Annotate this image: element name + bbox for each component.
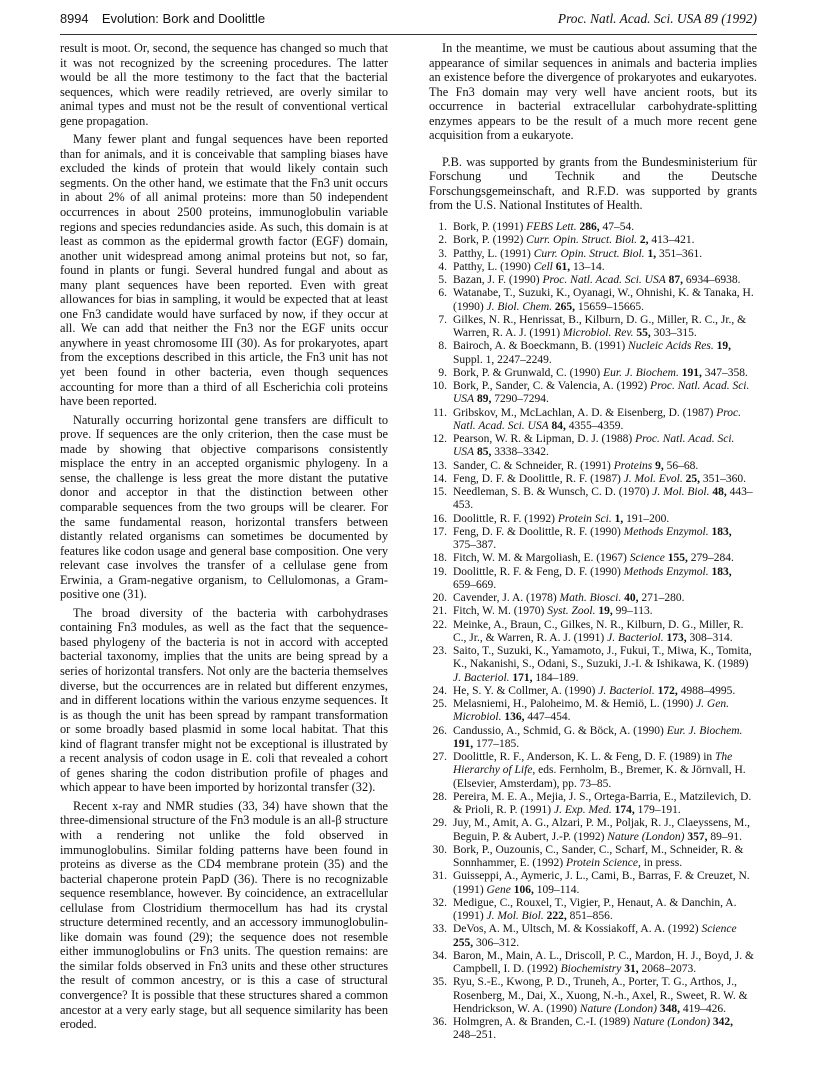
- reference-volume: 173,: [666, 631, 687, 644]
- reference-volume: 174,: [614, 804, 635, 817]
- reference-item: [429, 526, 757, 553]
- reference-journal: FEBS Lett.: [526, 221, 577, 234]
- paragraph: Naturally occurring horizontal gene transfers are difficult to prove. If sequences are the only criterion, then the case must be made by showing that objective comparisons consistently misplace the entry in an accepted organismic phylogeny. In a sense, the challenge is less great the more distant the putative donor and acceptor in that the distinction between other comparable sequences from the two groups will be clearer. For the same fundamental reason, horizontal transfers between distantly related organisms can sometimes be documented by features like codon usage and general base composition. One very relevant case involves the transfer of a cellulase gene from Erwinia, a Gram-negative organism, to Cellulomonas, a Gram-positive one (31).: [60, 412, 388, 602]
- reference-journal: Syst. Zool.: [547, 605, 596, 618]
- reference-volume: 183,: [711, 525, 732, 538]
- reference-pages: 15659–15665.: [577, 300, 645, 313]
- reference-pages: 99–113.: [615, 605, 653, 618]
- reference-journal: Gene: [486, 883, 511, 896]
- reference-journal: Proc. Natl. Acad. Sci. USA: [453, 406, 741, 432]
- reference-item: [429, 897, 757, 924]
- right-column: [429, 41, 757, 1043]
- reference-pages: 47–54.: [602, 221, 635, 234]
- reference-item: [429, 261, 757, 274]
- reference-volume: 172,: [657, 684, 678, 697]
- reference-authors: He, S. Y. & Collmer, A. (1990): [453, 684, 596, 697]
- reference-volume: 19,: [716, 340, 731, 353]
- reference-pages: 191–200.: [626, 512, 670, 525]
- reference-volume: 348,: [659, 1002, 681, 1015]
- reference-volume: 1,: [647, 247, 657, 260]
- reference-number: 1.: [438, 221, 447, 234]
- reference-number: 35.: [432, 976, 447, 989]
- reference-item: [429, 367, 757, 380]
- reference-volume: 85,: [476, 446, 492, 459]
- reference-item: [429, 791, 757, 818]
- reference-journal: Nature (London): [607, 830, 685, 843]
- reference-volume: 171,: [512, 671, 533, 684]
- reference-number: 11.: [433, 406, 447, 419]
- reference-volume: 1,: [614, 512, 624, 525]
- reference-journal: Biochemistry: [560, 963, 622, 976]
- reference-number: 5.: [438, 274, 447, 287]
- reference-authors: Cavender, J. A. (1978): [453, 592, 557, 605]
- page-header: [60, 8, 757, 30]
- paragraph: result is moot. Or, second, the sequence has changed so much that it was not recognized by the screening procedures. The latter would be all the more testimony to the fact that the bacterial sequences, which were readily retrieved, are overly similar to animal types and must not be the result of conventional vertical gene propagation.: [60, 41, 388, 128]
- reference-item: [429, 605, 757, 618]
- section-title: Evolution: Bork and Doolittle: [101, 11, 266, 26]
- reference-item: [429, 433, 757, 460]
- reference-number: 13.: [432, 459, 447, 472]
- reference-number: 33.: [432, 923, 447, 936]
- reference-journal: Nucleic Acids Res.: [628, 340, 714, 353]
- reference-journal: J. Bacteriol.: [598, 684, 655, 697]
- reference-authors: Feng, D. F. & Doolittle, R. F. (1987): [453, 472, 621, 485]
- reference-volume: 84,: [551, 419, 566, 432]
- reference-authors: Doolittle, R. F. & Feng, D. F. (1990): [453, 565, 621, 578]
- reference-authors: Bazan, J. F. (1990): [453, 274, 540, 287]
- reference-authors: Saito, T., Suzuki, K., Yamamoto, J., Fukui, T., Miwa, K., Tomita, K., Nakanishi, S., Odani, S., Suzuki, J.-I. & Ishikawa, K. (1989): [453, 645, 752, 671]
- reference-journal: Proc. Natl. Acad. Sci. USA: [453, 380, 750, 406]
- paragraph: The broad diversity of the bacteria with carbohydrases containing Fn3 modules, as well as the fact that the sequence-based phylogeny of the bacteria is not in accord with accepted bacterial taxonomy, implies that the units are being spread by a series of horizontal transfers. Not only are the bacteria themselves diverse, but the occurrences are in related but different enzymes, and in different locations within the various enzyme sequences. It is as though the unit has been spread by rampant transformation or some broadly based plasmid in some local habitat. That this kind of flagrant transfer might not be exceptional is illustrated by a recent analysis of codon usage in E. coli that revealed a cohort of genes sharing the codon distribution profile of phages and which appear to have been imported by horizontal transfer (32).: [60, 605, 388, 795]
- left-column: [60, 41, 388, 1036]
- reference-authors: Fitch, W. M. (1970): [453, 605, 545, 618]
- reference-journal: Eur. J. Biochem.: [603, 366, 679, 379]
- reference-volume: 2,: [639, 234, 649, 247]
- reference-item: [429, 817, 757, 844]
- reference-item: [429, 552, 757, 565]
- reference-authors: Patthy, L. (1991): [453, 247, 531, 260]
- reference-number: 21.: [432, 605, 447, 618]
- reference-number: 7.: [438, 313, 447, 326]
- reference-list: [429, 221, 757, 1043]
- reference-volume: 357,: [687, 830, 708, 843]
- reference-journal: The Hierarchy of Life,: [453, 751, 733, 777]
- reference-number: 29.: [432, 817, 447, 830]
- reference-item: [429, 407, 757, 434]
- reference-item: [429, 870, 757, 897]
- reference-pages: 271–280.: [641, 592, 685, 605]
- reference-journal: Curr. Opin. Struct. Biol.: [533, 247, 645, 260]
- reference-journal: Methods Enzymol.: [623, 525, 709, 538]
- reference-pages: 4355–4359.: [568, 419, 624, 432]
- reference-number: 6.: [438, 287, 447, 300]
- reference-pages: 4988–4995.: [680, 684, 736, 697]
- reference-number: 14.: [432, 472, 447, 485]
- reference-authors: Pearson, W. R. & Lipman, D. J. (1988): [453, 433, 633, 446]
- reference-volume: 183,: [711, 565, 732, 578]
- reference-journal: Protein Sci.: [557, 512, 612, 525]
- reference-item: [429, 486, 757, 513]
- reference-volume: 61,: [555, 260, 571, 273]
- reference-authors: Guisseppi, A., Aymeric, J. L., Cami, B., Barras, F. & Creuzet, N. (1991): [453, 870, 750, 896]
- reference-pages: Suppl. 1, 2247–2249.: [453, 353, 552, 366]
- reference-authors: Feng, D. F. & Doolittle, R. F. (1990): [453, 525, 621, 538]
- reference-pages: 347–358.: [704, 366, 748, 379]
- reference-authors: Doolittle, R. F. (1992): [453, 512, 555, 525]
- reference-pages: 308–314.: [689, 631, 733, 644]
- reference-journal: Science: [629, 552, 665, 565]
- reference-journal: Science: [701, 923, 737, 936]
- reference-item: [429, 698, 757, 725]
- reference-item: [429, 725, 757, 752]
- reference-number: 2.: [438, 234, 447, 247]
- reference-item: [429, 592, 757, 605]
- reference-pages: 89–91.: [710, 830, 742, 843]
- reference-journal: J. Mol. Biol.: [652, 486, 710, 499]
- reference-item: [429, 844, 757, 871]
- reference-volume: 40,: [624, 592, 639, 605]
- reference-authors: Bork, P., Sander, C. & Valencia, A. (1992): [453, 380, 648, 393]
- reference-authors: Needleman, S. B. & Wunsch, C. D. (1970): [453, 486, 650, 499]
- reference-authors: Bairoch, A. & Boeckmann, B. (1991): [453, 340, 626, 353]
- reference-journal: Proteins: [613, 459, 653, 472]
- reference-pages: 56–68.: [666, 459, 699, 472]
- reference-journal: Math. Biosci.: [559, 592, 622, 605]
- reference-volume: 191,: [453, 737, 474, 750]
- reference-volume: 89,: [476, 393, 492, 406]
- reference-item: [429, 923, 757, 950]
- reference-pages: 413–421.: [651, 234, 695, 247]
- reference-number: 3.: [438, 247, 447, 260]
- reference-number: 9.: [438, 366, 447, 379]
- reference-authors: Pereira, M. E. A., Mejia, J. S., Ortega-Barria, E., Matzilevich, D. & Prioli, R. P. (1991): [453, 790, 752, 817]
- reference-volume: 31,: [624, 963, 639, 976]
- reference-number: 34.: [432, 949, 447, 962]
- reference-number: 32.: [432, 896, 447, 909]
- reference-authors: Juy, M., Amit, A. G., Alzari, P. M., Poljak, R. J., Claeyssens, M., Beguin, P. & Aubert, J.-P. (1992): [453, 817, 750, 843]
- reference-journal: Cell: [533, 260, 553, 273]
- reference-authors: Melasniemi, H., Paloheimo, M. & Hemiö, L. (1990): [453, 698, 694, 711]
- reference-volume: 48,: [712, 486, 727, 499]
- reference-volume: 265,: [554, 300, 576, 313]
- reference-pages: 851–856.: [569, 910, 613, 923]
- reference-item: [429, 976, 757, 1016]
- reference-pages: 248–251.: [453, 1029, 497, 1042]
- reference-journal: J. Mol. Evol.: [623, 472, 683, 485]
- reference-volume: 25,: [685, 472, 700, 485]
- reference-item: [429, 513, 757, 526]
- reference-journal: J. Exp. Med.: [553, 804, 612, 817]
- reference-item: [429, 566, 757, 593]
- reference-journal: J. Bacteriol.: [453, 671, 510, 684]
- reference-volume: 342,: [712, 1016, 734, 1029]
- reference-item: [429, 645, 757, 685]
- reference-item: [429, 248, 757, 261]
- reference-pages: 375–387.: [453, 539, 497, 552]
- reference-journal: Methods Enzymol.: [623, 565, 709, 578]
- reference-number: 20.: [432, 592, 447, 605]
- reference-item: [429, 221, 757, 234]
- reference-authors: Meinke, A., Braun, C., Gilkes, N. R., Kilburn, D. G., Miller, R. C., Jr., & Warren, R. A. J. (1991): [453, 618, 744, 644]
- reference-authors: Bork, P. (1991): [453, 221, 524, 234]
- paragraph: Many fewer plant and fungal sequences have been reported than for animals, and it is conceivable that sampling biases have excluded the kinds of protein that would likely contain such segments. On the other hand, we estimate that the Fn3 unit occurs in about 2% of all animal proteins: more than 50 independent occurrences in about 2500 proteins, immunoglobulin variable regions and species redundancies aside. As such, this domain is at least as common as the epidermal growth factor (EGF) domain, another unit widespread among animal proteins but not, so far, found in plants or fungi. Several hundred fungal and about as many plant sequences have been reported. Even with great allowances for bias in sampling, it would be expected that at least one Fn3 candidate would have surfaced by now, if they occur at all. We can add that neither the Fn3 nor the EGF units occur anywhere in yeast chromosome III (30). As for prokaryotes, apart from the exceptions described in this article, the Fn3 unit has not yet been found in other bacteria, even though sequences accounting for more than a third of all Escherichia coli proteins have been reported.: [60, 132, 388, 409]
- reference-authors: Gilkes, N. R., Henrissat, B., Kilburn, D. G., Miller, R. C., Jr., & Warren, R. A. J. (1991): [453, 313, 747, 340]
- reference-volume: 155,: [667, 552, 688, 565]
- reference-number: 18.: [432, 552, 447, 565]
- reference-number: 30.: [432, 843, 447, 856]
- reference-number: 17.: [432, 525, 447, 538]
- reference-pages: 177–185.: [476, 737, 520, 750]
- reference-pages: 351–360.: [702, 472, 746, 485]
- reference-authors: Doolittle, R. F., Anderson, K. L. & Feng, D. F. (1989) in: [453, 751, 713, 764]
- reference-number: 23.: [432, 645, 447, 658]
- reference-number: 16.: [432, 512, 447, 525]
- reference-item: [429, 380, 757, 407]
- reference-item: [429, 314, 757, 341]
- reference-volume: 19,: [598, 605, 613, 618]
- reference-number: 28.: [432, 790, 447, 803]
- reference-pages: 184–189.: [535, 671, 579, 684]
- reference-item: [429, 340, 757, 367]
- reference-journal: Microbiol. Rev.: [562, 327, 634, 340]
- reference-volume: 87,: [668, 274, 684, 287]
- reference-authors: Sander, C. & Schneider, R. (1991): [453, 459, 611, 472]
- reference-journal: J. Bacteriol.: [607, 631, 664, 644]
- reference-volume: 106,: [513, 883, 534, 896]
- reference-item: [429, 234, 757, 247]
- reference-pages: 13–14.: [573, 260, 605, 273]
- reference-pages: 3338–3342.: [494, 446, 549, 459]
- reference-journal: J. Gen. Microbiol.: [453, 698, 729, 724]
- paragraph: Recent x-ray and NMR studies (33, 34) have shown that the three-dimensional structure of the Fn3 module is an all-β structure with a rendering not unlike the fold observed in immunoglobulins. Similar folding patterns have been found in proteins as diverse as the CD4 membrane protein (35) and the bacterial chaperone protein PapD (36). There is no recognizable sequence resemblance, however. By coincidence, an extracellular cellulase from Clostridium thermocellum has had its crystal structure determined recently, and an accessory immunoglobulin-like domain was found (29); the sequence does not resemble either immunoglobulins or Fn3 units. The question remains: are the similar folds observed in Fn3 units and these other structures the result of common ancestry, or is this a case of structural convergence? It is possible that these structures shared a common ancestor at a very early stage, but all sequence similarity has been eroded.: [60, 798, 388, 1032]
- reference-journal: J. Biol. Chem.: [486, 300, 553, 313]
- reference-volume: 136,: [504, 711, 525, 724]
- reference-pages: 7290–7294.: [494, 393, 549, 406]
- reference-number: 25.: [432, 698, 447, 711]
- reference-number: 4.: [438, 260, 447, 273]
- reference-pages: 659–669.: [453, 578, 497, 591]
- reference-authors: Medigue, C., Rouxel, T., Vigier, P., Henaut, A. & Danchin, A. (1991): [453, 896, 737, 923]
- paragraph: In the meantime, we must be cautious about assuming that the appearance of similar sequences in animals and bacteria implies an existence before the divergence of prokaryotes and eukaryotes. The Fn3 domain may very well have ancient roots, but its occurrence in bacterial extracellular carbohydrate-splitting enzymes appears to be the result of a much more recent gene acquisition from a eukaryote.: [429, 41, 757, 143]
- reference-pages: 6934–6938.: [685, 274, 741, 287]
- reference-authors: Holmgren, A. & Branden, C.-I. (1989): [453, 1016, 630, 1029]
- page-number: 8994: [60, 11, 89, 26]
- reference-item: [429, 460, 757, 473]
- reference-pages: 109–114.: [536, 883, 580, 896]
- reference-volume: 55,: [636, 327, 651, 340]
- reference-journal: Proc. Natl. Acad. Sci. USA: [542, 274, 666, 287]
- reference-journal: Nature (London): [579, 1002, 658, 1015]
- reference-pages: in press.: [643, 857, 683, 870]
- reference-pages: 179–191.: [637, 804, 681, 817]
- reference-item: [429, 751, 757, 791]
- reference-pages: 447–454.: [527, 711, 571, 724]
- reference-authors: Baron, M., Main, A. L., Driscoll, P. C., Mardon, H. J., Boyd, J. & Campbell, I. D. (1992): [453, 949, 754, 976]
- reference-volume: 255,: [453, 936, 474, 949]
- reference-item: [429, 274, 757, 287]
- reference-number: 27.: [432, 751, 447, 764]
- reference-journal: Proc. Natl. Acad. Sci. USA: [453, 433, 735, 459]
- header-rule: [60, 34, 757, 35]
- reference-pages: 443–453.: [453, 486, 753, 512]
- reference-authors: Patthy, L. (1990): [453, 260, 531, 273]
- reference-number: 15.: [432, 486, 447, 499]
- reference-volume: 9,: [655, 459, 664, 472]
- reference-pages: 306–312.: [476, 936, 520, 949]
- reference-number: 10.: [432, 380, 447, 393]
- reference-journal: Eur. J. Biochem.: [666, 724, 743, 737]
- reference-number: 19.: [432, 565, 447, 578]
- reference-number: 12.: [432, 433, 447, 446]
- reference-number: 8.: [438, 340, 447, 353]
- reference-authors: Candussio, A., Schmid, G. & Böck, A. (1990): [453, 724, 664, 737]
- reference-item: [429, 685, 757, 698]
- acknowledgment: P.B. was supported by grants from the Bundesministerium für Forschung und Technik and the Deutsche Forschungsgemeinschaft, and R.F.D. was supported by grants from the U.S. National Institutes of Health.: [429, 154, 757, 213]
- reference-authors: Bork, P., Ouzounis, C., Sander, C., Scharf, M., Schneider, R. & Sonnhammer, E. (1992): [453, 843, 744, 870]
- reference-number: 24.: [432, 684, 447, 697]
- reference-item: [429, 287, 757, 314]
- reference-authors: Bork, P. & Grunwald, C. (1990): [453, 366, 601, 379]
- journal-citation: Proc. Natl. Acad. Sci. USA 89 (1992): [557, 11, 757, 26]
- reference-item: [429, 473, 757, 486]
- reference-authors: Gribskov, M., McLachlan, A. D. & Eisenberg, D. (1987): [453, 406, 714, 419]
- reference-pages: 2068–2073.: [641, 963, 697, 976]
- reference-number: 31.: [432, 870, 447, 883]
- reference-item: [429, 950, 757, 977]
- reference-pages: 351–361.: [658, 247, 703, 260]
- reference-number: 36.: [432, 1016, 447, 1029]
- reference-item: [429, 619, 757, 646]
- reference-pages: 279–284.: [690, 552, 734, 565]
- reference-journal: Protein Science,: [565, 857, 641, 870]
- header-left: [60, 8, 265, 30]
- reference-journal: J. Mol. Biol.: [486, 910, 544, 923]
- reference-pages: 419–426.: [682, 1002, 727, 1015]
- reference-authors: Fitch, W. M. & Margoliash, E. (1967): [453, 552, 627, 565]
- reference-journal: Nature (London): [632, 1016, 711, 1029]
- reference-pages: 303–315.: [653, 327, 697, 340]
- reference-authors: Ryu, S.-E., Kwong, P. D., Truneh, A., Porter, T. G., Arthos, J., Rosenberg, M., Dai, X., Xuong, N.-h., Axel, R., Sweet, R. W. & Hendrickson, W. A. (1990): [453, 976, 748, 1015]
- reference-item: [429, 1016, 757, 1043]
- reference-volume: 286,: [579, 221, 600, 234]
- reference-journal: Curr. Opin. Struct. Biol.: [526, 234, 638, 247]
- reference-authors: DeVos, A. M., Ultsch, M. & Kossiakoff, A. A. (1992): [453, 923, 699, 936]
- reference-number: 22.: [432, 618, 447, 631]
- reference-number: 26.: [432, 724, 447, 737]
- reference-volume: 222,: [546, 910, 567, 923]
- reference-pages: eds. Fernholm, B., Bremer, K. & Jörnvall, H. (Elsevier, Amsterdam), pp. 73–85.: [453, 764, 746, 790]
- reference-authors: Bork, P. (1992): [453, 234, 524, 247]
- reference-volume: 191,: [681, 366, 702, 379]
- reference-authors: Watanabe, T., Suzuki, K., Oyanagi, W., Ohnishi, K. & Tanaka, H. (1990): [453, 287, 754, 313]
